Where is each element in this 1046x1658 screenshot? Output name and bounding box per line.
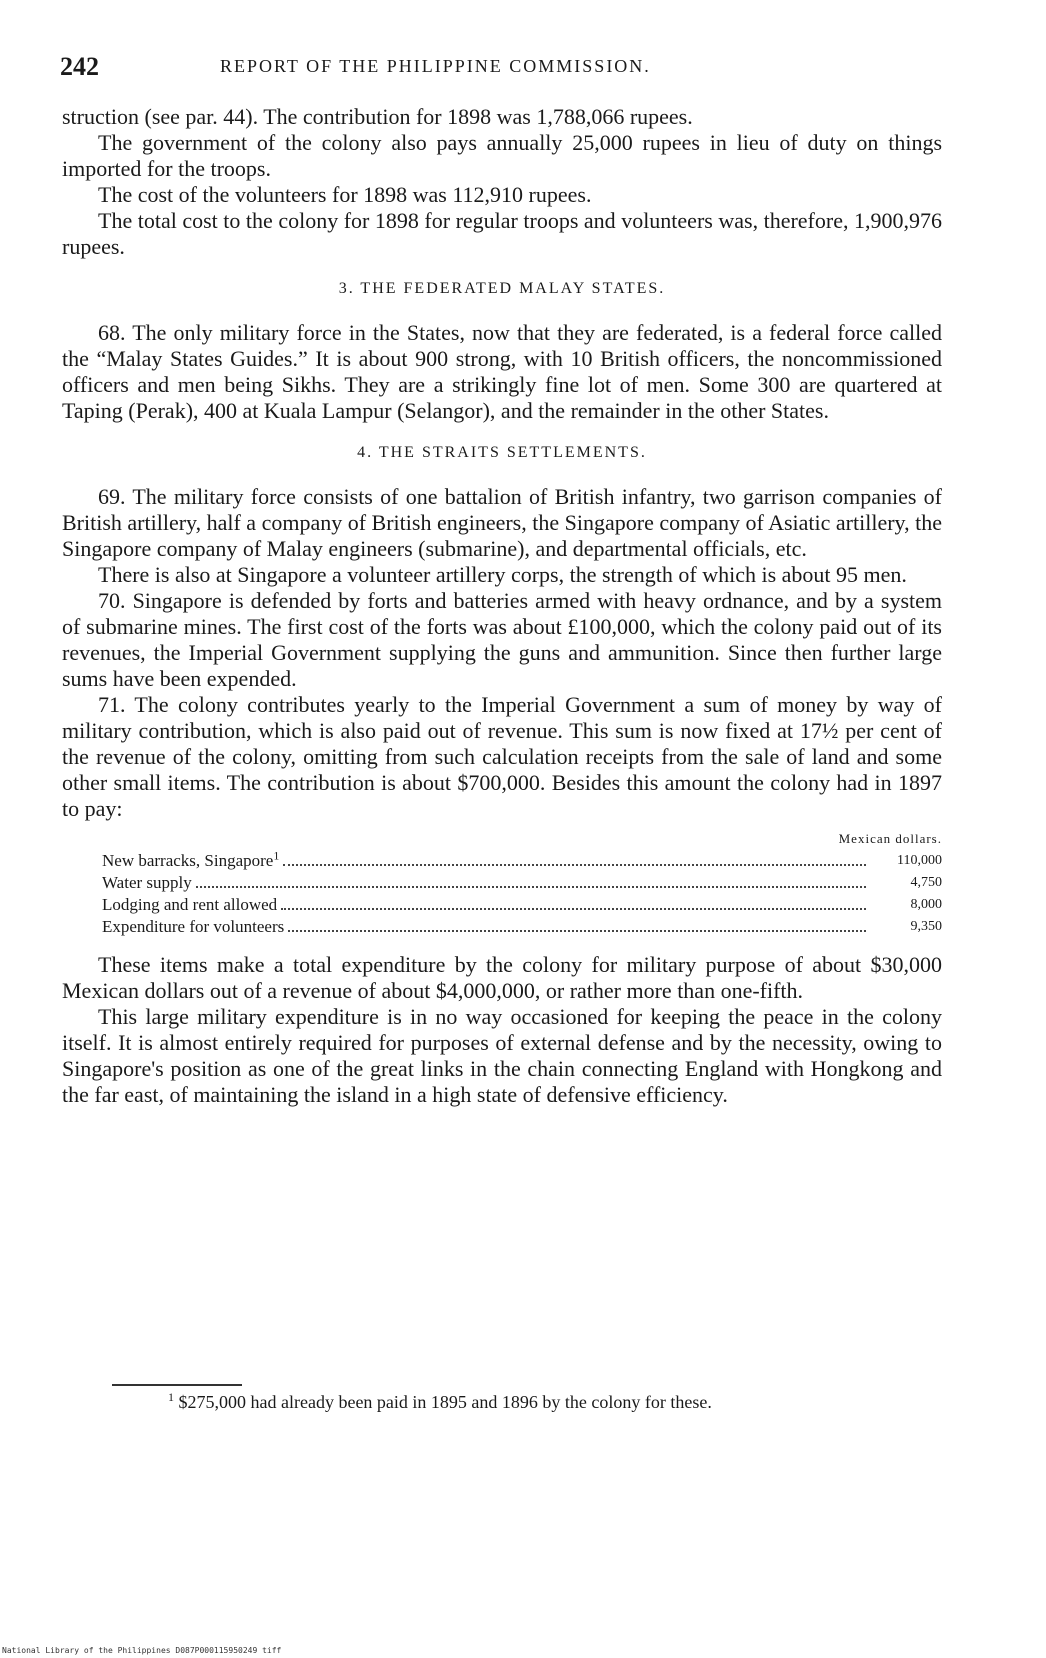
paragraph: 68. The only military force in the States, now that they are federated, is a federal force called the “Malay States Guides.” It is about 900 strong, with 10 British officers, the noncommissioned officers and men being Sikhs. They are a strikingly fine lot of men. Some 300 are quartered at Taping (Perak), 400 at Kuala Lampur (Selangor), and the remainder in the other States. xyxy=(62,320,942,423)
leader-dots xyxy=(288,930,866,932)
row-label: Lodging and rent allowed xyxy=(102,895,278,914)
paragraph: 69. The military force consists of one battalion of British infantry, two garrison companies of British artillery, half a company of British engineers, the Singapore company of Asiatic artillery, the Singapore company of Malay engineers (submarine), and departmental officials, etc. xyxy=(62,484,942,561)
leader-dots xyxy=(283,864,866,866)
row-value: 4,750 xyxy=(910,875,942,890)
section-heading: 3. THE FEDERATED MALAY STATES. xyxy=(338,280,666,297)
table-unit: Mexican dollars. xyxy=(838,831,942,846)
row-value: 110,000 xyxy=(897,853,942,868)
page-number: 242 xyxy=(60,52,99,81)
paragraph: struction (see par. 44). The contribution for 1898 was 1,788,066 rupees. xyxy=(62,104,693,129)
paragraph: 70. Singapore is defended by forts and batteries armed with heavy ordnance, and by a system of submarine mines. The first cost of the forts was about £100,000, which the colony paid out of its revenues, the Imperial Government supplying the guns and ammunition. Since then further large sums have been expended. xyxy=(62,588,942,691)
row-value: 9,350 xyxy=(910,919,942,934)
section-heading: 4. THE STRAITS SETTLEMENTS. xyxy=(357,444,647,461)
scan-imprint: National Library of the Philippines D087P000115950249 tiff xyxy=(2,1646,282,1655)
expenditure-table xyxy=(102,828,942,938)
row-label: Water supply xyxy=(102,873,192,892)
footnote-text: $275,000 had already been paid in 1895 and 1896 by the colony for these. xyxy=(178,1392,712,1412)
footnote-marker: 1 xyxy=(168,1390,174,1404)
paragraph: There is also at Singapore a volunteer artillery corps, the strength of which is about 95 men. xyxy=(98,562,907,587)
leader-dots xyxy=(281,908,866,910)
running-title: REPORT OF THE PHILIPPINE COMMISSION. xyxy=(220,56,651,76)
table-row xyxy=(102,916,942,938)
table-row xyxy=(102,872,942,894)
footnote xyxy=(168,1392,712,1413)
page-body xyxy=(62,104,942,1108)
leader-dots xyxy=(196,886,866,888)
paragraph: The cost of the volunteers for 1898 was 112,910 rupees. xyxy=(98,182,592,207)
row-label: Expenditure for volunteers xyxy=(102,917,285,936)
paragraph: These items make a total expenditure by the colony for military purpose of about $30,000 Mexican dollars out of a revenue of about $4,000,000, or rather more than one-fifth. xyxy=(62,952,942,1003)
table-row xyxy=(102,850,942,872)
paragraph: This large military expenditure is in no way occasioned for keeping the peace in the colony itself. It is almost entirely required for purposes of external defense and by the necessity, owing to Singapore's position as one of the great links in the chain connecting England with Hongkong and the far east, of maintaining the island in a high state of defensive efficiency. xyxy=(62,1004,942,1107)
footnote-rule xyxy=(112,1384,242,1386)
row-value: 8,000 xyxy=(910,897,942,912)
paragraph: The total cost to the colony for 1898 for regular troops and volunteers was, therefore, 1,900,976 rupees. xyxy=(62,208,942,259)
paragraph: 71. The colony contributes yearly to the Imperial Government a sum of money by way of military contribution, which is also paid out of revenue. This sum is now fixed at 17½ per cent of the revenue of the colony, omitting from such calculation receipts from the sale of land and some other small items. The contribution is about $700,000. Besides this amount the colony had in 1897 to pay: xyxy=(62,692,942,821)
paragraph: The government of the colony also pays annually 25,000 rupees in lieu of duty on things imported for the troops. xyxy=(62,130,942,181)
row-label: New barracks, Singapore$^1$ xyxy=(102,848,280,870)
page-header xyxy=(60,52,980,92)
footnote-marker: 1 xyxy=(273,848,280,863)
table-row xyxy=(102,894,942,916)
